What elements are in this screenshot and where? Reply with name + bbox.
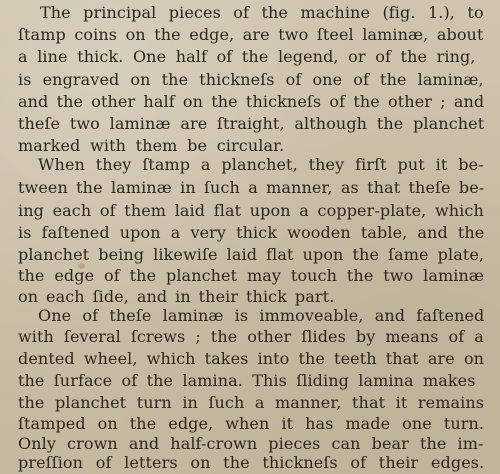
text-line: on each ſide, and in their thick part. (18, 287, 335, 306)
text-line: is engraved on the thickneſs of one of the laminæ, (18, 70, 484, 89)
text-line: Only crown and half-crown pieces can bear the im- (18, 434, 484, 453)
text-line: the edge of the planchet may touch the two laminæ (18, 266, 485, 285)
text-line: planchet being likewiſe laid flat upon the ſame plate, (18, 245, 485, 264)
text-line: theſe two laminæ are ſtraight, although the planchet (18, 114, 485, 133)
text-line: The principal pieces of the machine (fig. 1.), to (40, 3, 484, 22)
text-line: preſſion of letters on the thickneſs of their edges. (18, 453, 485, 472)
text-line: the ſurface of the lamina. This ſliding lamina makes (18, 371, 476, 390)
text-line: When they ſtamp a planchet, they firſt put it be- (38, 155, 484, 174)
text-line: the planchet turn in ſuch a manner, that it remains (18, 393, 485, 412)
text-line: One of theſe laminæ is immoveable, and faſtened (38, 306, 485, 325)
text-line: dented wheel, which takes into the teeth that are on (18, 349, 485, 368)
text-line: a line thick. One half of the legend, or of the ring, (18, 47, 476, 66)
text-line: ſtamped on the edge, when it has made one turn. (18, 414, 485, 433)
text-line: with ſeveral ſcrews ; the other ſlides by means of a (18, 327, 484, 346)
text-line: is faſtened upon a very thick wooden table, and the (18, 223, 485, 242)
text-line: tween the laminæ in ſuch a manner, as that theſe be- (18, 178, 485, 197)
text-line: ing each of them laid flat upon a copper-plate, which (18, 201, 484, 220)
text-line: marked with them be circular. (18, 136, 285, 155)
text-line: and the other half on the thickneſs of the other ; and (18, 92, 485, 111)
text-line: ſtamp coins on the edge, are two ſteel laminæ, about (18, 25, 484, 44)
paper-stain (78, 263, 85, 269)
